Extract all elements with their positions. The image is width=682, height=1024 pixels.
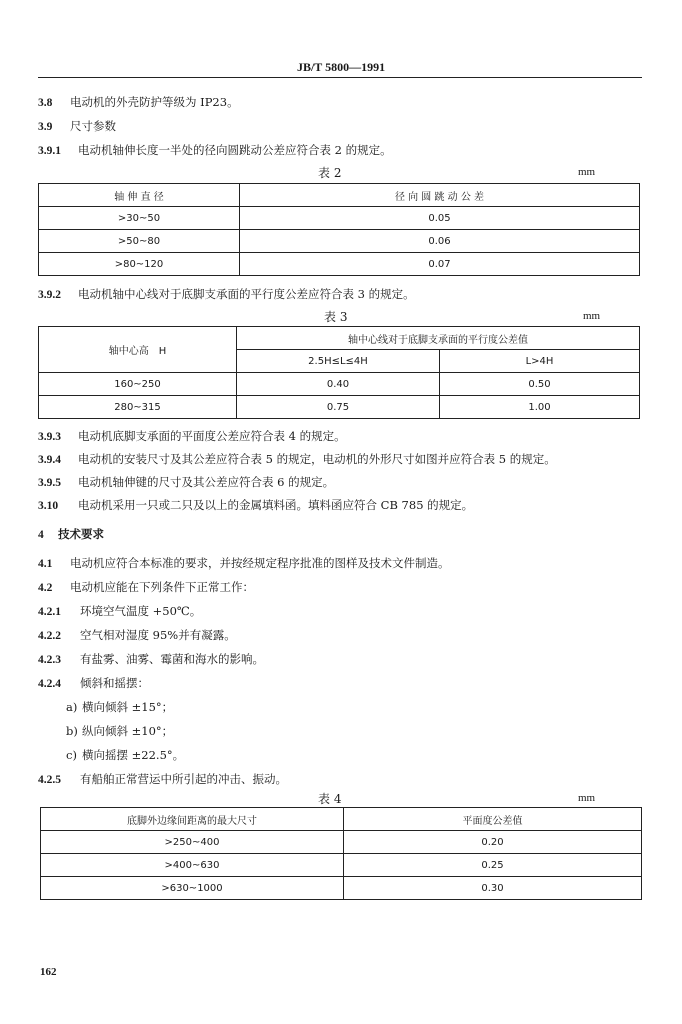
clause-number: 3.9.3: [38, 431, 61, 443]
table3-unit: mm: [583, 310, 601, 322]
clause-text: 环境空气温度 +50℃。: [80, 604, 202, 618]
table-cell: >80~120: [39, 253, 240, 276]
list-text: 横向倾斜 ±15°；: [82, 700, 174, 714]
table-header-cell: L>4H: [440, 350, 640, 373]
section-4-heading: [38, 527, 104, 542]
table-cell: >50~80: [39, 230, 240, 253]
table3-caption: 表 3: [324, 310, 348, 324]
clause-3-10: [38, 498, 473, 513]
clause-number: 4.1: [38, 558, 53, 570]
list-marker: a): [66, 700, 78, 714]
clause-text: 电动机的外壳防护等级为 IP23。: [70, 95, 239, 109]
table-cell: >400~630: [41, 854, 344, 877]
table4-caption: 表 4: [318, 792, 342, 806]
clause-text: 空气相对湿度 95%并有凝露。: [80, 628, 236, 642]
clause-4-2-3: [38, 652, 264, 667]
clause-text: 电动机轴伸长度一半处的径向圆跳动公差应符合表 2 的规定。: [78, 143, 392, 157]
table-row: [41, 854, 642, 877]
table-row: [39, 396, 640, 419]
clause-4-2-1: [38, 604, 201, 619]
clause-number: 4.2.3: [38, 654, 61, 666]
table-cell: >30~50: [39, 207, 240, 230]
clause-number: 4.2.1: [38, 606, 61, 618]
clause-4-2-4: [38, 676, 149, 691]
table-cell: >630~1000: [41, 877, 344, 900]
section-title: 技术要求: [58, 527, 104, 541]
clause-number: 4.2.4: [38, 678, 61, 690]
table-cell: 280~315: [39, 396, 237, 419]
table-cell: 160~250: [39, 373, 237, 396]
clause-text: 电动机应符合本标准的要求，并按经规定程序批准的图样及技术文件制造。: [70, 556, 450, 570]
clause-3-9-5: [38, 475, 334, 490]
table-header-cell: 底脚外边缘间距离的最大尺寸: [41, 808, 344, 831]
clause-3-8: [38, 95, 239, 110]
clause-number: 4.2.5: [38, 774, 61, 786]
table-cell: 0.07: [240, 253, 640, 276]
clause-number: 4: [38, 529, 44, 541]
table-header-cell: 轴中心线对于底脚支承面的平行度公差值: [237, 327, 640, 350]
clause-3-9-2: [38, 287, 415, 302]
table4-unit: mm: [578, 792, 596, 804]
table-cell: 0.30: [344, 877, 642, 900]
table-cell: 1.00: [440, 396, 640, 419]
table-row: [39, 230, 640, 253]
clause-4-2-2: [38, 628, 236, 643]
clause-number: 4.2: [38, 582, 53, 594]
clause-text: 电动机应能在下列条件下正常工作：: [70, 580, 254, 594]
clause-number: 3.8: [38, 97, 53, 109]
table-cell: 0.75: [237, 396, 440, 419]
clause-4-2-5: [38, 772, 287, 787]
table-row: [41, 877, 642, 900]
table-cell: >250~400: [41, 831, 344, 854]
clause-text: 电动机的安装尺寸及其公差应符合表 5 的规定，电动机的外形尺寸如图并应符合表 5 的规定。: [78, 452, 556, 466]
clause-text: 有船舶正常营运中所引起的冲击、振动。: [80, 772, 287, 786]
table2-caption: 表 2: [318, 166, 342, 180]
table-row: [39, 207, 640, 230]
clause-number: 3.9.4: [38, 454, 61, 466]
table-cell: 0.20: [344, 831, 642, 854]
clause-3-9-3: [38, 429, 346, 444]
page-header: JB/T 5800—1991: [296, 60, 386, 74]
list-item-a: [66, 700, 173, 714]
table-cell: 0.25: [344, 854, 642, 877]
clause-text: 电动机轴中心线对于底脚支承面的平行度公差应符合表 3 的规定。: [78, 287, 415, 301]
clause-number: 3.10: [38, 500, 59, 512]
clause-3-9-4: [38, 452, 556, 467]
table-2: [38, 183, 640, 276]
table-cell: 0.06: [240, 230, 640, 253]
clause-3-9: [38, 119, 116, 134]
clause-text: 倾斜和摇摆：: [80, 676, 149, 690]
table-header-cell: 2.5H≤L≤4H: [237, 350, 440, 373]
clause-4-2: [38, 580, 254, 595]
table-cell: 0.05: [240, 207, 640, 230]
clause-text: 电动机底脚支承面的平面度公差应符合表 4 的规定。: [78, 429, 346, 443]
clause-text: 有盐雾、油雾、霉菌和海水的影响。: [80, 652, 264, 666]
table-header-row: [39, 184, 640, 207]
table-row: [39, 373, 640, 396]
table-header-cell: 轴中心高 H: [39, 327, 237, 373]
list-marker: b): [66, 724, 78, 738]
table-header-cell: 平面度公差值: [344, 808, 642, 831]
list-marker: c): [66, 748, 77, 762]
table-header-row: [39, 327, 640, 350]
table-3: [38, 326, 640, 419]
header-rule: [38, 77, 642, 78]
table-header-cell: 轴 伸 直 径: [39, 184, 240, 207]
table-header-cell: 径 向 圆 跳 动 公 差: [240, 184, 640, 207]
table2-unit: mm: [578, 166, 596, 178]
list-text: 横向摇摆 ±22.5°。: [82, 748, 185, 762]
table-cell: 0.40: [237, 373, 440, 396]
clause-text: 电动机轴伸键的尺寸及其公差应符合表 6 的规定。: [78, 475, 335, 489]
page-number: 162: [40, 966, 57, 978]
clause-number: 3.9.1: [38, 145, 61, 157]
clause-text: 电动机采用一只或二只及以上的金属填料函。填料函应符合 CB 785 的规定。: [78, 498, 474, 512]
clause-text: 尺寸参数: [70, 119, 116, 133]
list-item-b: [66, 724, 173, 738]
table-header-row: [41, 808, 642, 831]
list-item-c: [66, 748, 184, 762]
table-row: [39, 253, 640, 276]
clause-number: 3.9: [38, 121, 53, 133]
list-text: 纵向倾斜 ±10°；: [82, 724, 174, 738]
table-4: [40, 807, 642, 900]
table-row: [41, 831, 642, 854]
clause-number: 3.9.5: [38, 477, 61, 489]
clause-number: 4.2.2: [38, 630, 61, 642]
clause-number: 3.9.2: [38, 289, 61, 301]
clause-3-9-1: [38, 143, 392, 158]
clause-4-1: [38, 556, 450, 571]
table-cell: 0.50: [440, 373, 640, 396]
